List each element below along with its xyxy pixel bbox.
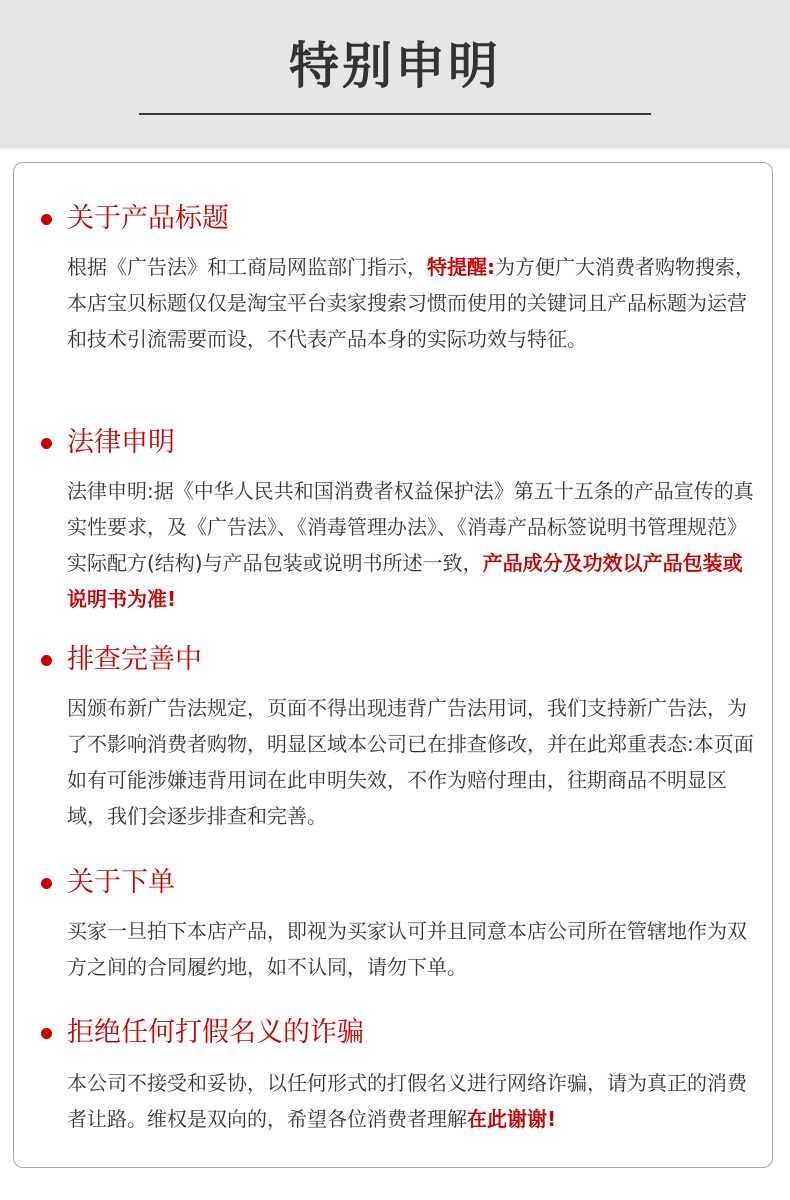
- section-anti-fraud: [14, 1013, 774, 1131]
- notice-panel: [13, 162, 773, 1168]
- section-text: [67, 913, 757, 985]
- section-heading: [14, 863, 774, 903]
- page-title: 特别申明: [289, 37, 501, 95]
- section-ordering: [14, 863, 774, 979]
- header-banner: [0, 0, 790, 149]
- bullet-dot-icon: [41, 214, 52, 225]
- section-product-title: [14, 199, 774, 351]
- section-heading: [14, 423, 774, 463]
- bullet-dot-icon: [41, 1028, 52, 1039]
- text-segment: 根据《广告法》和工商局网监部门指示，: [67, 255, 427, 279]
- highlight-text: 在此谢谢!: [467, 1107, 557, 1131]
- title-underline: [139, 113, 651, 115]
- section-legal: [14, 423, 774, 611]
- section-heading: [14, 640, 774, 680]
- section-title: 排查完善中: [67, 644, 202, 675]
- bullet-dot-icon: [41, 655, 52, 666]
- section-text: [67, 1065, 757, 1137]
- text-segment: 为方便广大消费者购物搜索，本店宝贝标题仅仅是淘宝平台卖家搜索习惯而使用的关键词且产品标题为运营和技术引流需要而设，不代表产品本身的实际功效与特征。: [67, 255, 755, 351]
- section-title: 法律申明: [67, 427, 175, 458]
- section-text: [67, 249, 757, 357]
- text-segment: 买家一旦拍下本店产品，即视为买家认可并且同意本店公司所在管辖地作为双方之间的合同履约地，如不认同，请勿下单。: [67, 919, 747, 979]
- section-text: [67, 473, 757, 617]
- section-heading: [14, 1013, 774, 1053]
- section-title: 关于下单: [67, 867, 175, 898]
- section-heading: [14, 199, 774, 239]
- bullet-dot-icon: [41, 438, 52, 449]
- section-text: [67, 690, 757, 834]
- bullet-dot-icon: [41, 878, 52, 889]
- section-review: [14, 640, 774, 828]
- section-title: 关于产品标题: [67, 203, 229, 234]
- section-title: 拒绝任何打假名义的诈骗: [67, 1017, 364, 1048]
- text-segment: 本公司不接受和妥协，以任何形式的打假名义进行网络诈骗，请为真正的消费者让路。维权是双向的，希望各位消费者理解: [67, 1071, 747, 1131]
- text-segment: 法律申明:据《中华人民共和国消费者权益保护法》第五十五条的产品宣传的真实性要求，及《广告法》、《消毒管理办法》、《消毒产品标签说明书管理规范》实际配方(结构)与产品包装或说明书所述一致，: [67, 479, 754, 575]
- highlight-text: 特提醒:: [427, 255, 495, 279]
- text-segment: 因颁布新广告法规定，页面不得出现违背广告法用词，我们支持新广告法，为了不影响消费者购物，明显区域本公司已在排查修改，并在此郑重表态:本页面如有可能涉嫌违背用词在此申明失效，不作为赔付理由，往期商品不明显区域，我们会逐步排查和完善。: [67, 696, 754, 828]
- highlight-text: 产品成分及功效以产品包装或说明书为准!: [67, 551, 743, 611]
